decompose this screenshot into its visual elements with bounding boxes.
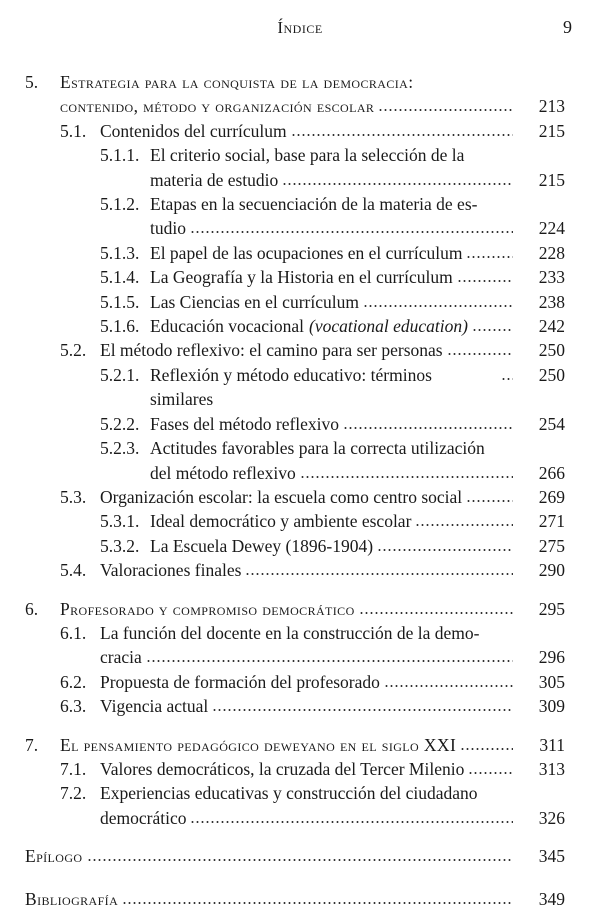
toc-entry-title: Educación vocacional <box>150 316 305 337</box>
toc-entry-title: Profesorado y compromiso democrático <box>60 598 355 619</box>
dot-leader <box>87 854 514 862</box>
toc-entry <box>0 534 600 558</box>
toc-entry-title: Experiencias educativas y construcción del ciudadano <box>100 783 478 804</box>
toc-entry-title: Epílogo <box>25 846 83 867</box>
toc-entry-number: 7.2. <box>60 783 87 804</box>
toc-entry-number: 5.1.5. <box>100 291 140 312</box>
toc-entry-title: Organización escolar: la escuela como centro social <box>100 486 463 507</box>
dot-leader <box>377 544 513 552</box>
toc-entry-number: 5.2.1. <box>100 364 140 385</box>
dot-leader <box>245 568 513 576</box>
toc-entry-number: 5. <box>25 72 39 92</box>
dot-leader <box>466 495 513 503</box>
toc-entry-number: 5.1. <box>60 120 87 141</box>
dot-leader <box>468 767 513 775</box>
table-of-contents <box>0 70 600 911</box>
toc-entry-page: 326 <box>538 807 565 828</box>
toc-entry-page: 254 <box>538 413 565 434</box>
toc-entry-number: 6.1. <box>60 622 87 643</box>
dot-leader <box>472 324 513 332</box>
dot-leader <box>122 897 513 905</box>
toc-entry <box>0 597 600 621</box>
toc-entry-page: 242 <box>538 316 565 337</box>
toc-entry <box>0 485 600 509</box>
toc-entry-number: 5.2.2. <box>100 413 140 434</box>
toc-entry <box>0 670 600 694</box>
toc-entry-title: cracia <box>100 647 142 668</box>
toc-entry <box>0 119 600 143</box>
toc-entry-title: La Escuela Dewey (1896-1904) <box>150 535 374 556</box>
toc-entry-page: 228 <box>538 242 565 263</box>
toc-entry <box>0 338 600 362</box>
toc-entry-page: 296 <box>538 647 565 668</box>
toc-entry <box>0 757 600 781</box>
dot-leader <box>282 178 513 186</box>
toc-entry-page: 269 <box>538 486 565 507</box>
toc-entry <box>0 621 600 670</box>
toc-entry <box>0 733 600 757</box>
toc-entry <box>0 412 600 436</box>
toc-entry-number: 5.1.6. <box>100 316 140 337</box>
toc-entry-title: El papel de las ocupaciones en el currículum <box>150 242 463 263</box>
toc-entry-page: 213 <box>538 96 565 117</box>
toc-entry <box>0 694 600 718</box>
toc-entry-title: contenido, método y organización escolar <box>60 96 375 117</box>
dot-leader <box>378 104 513 112</box>
toc-entry-title: El criterio social, base para la selección de la <box>150 145 465 166</box>
toc-entry-title: democrático <box>100 807 187 828</box>
toc-entry-title-italic: (vocational education) <box>309 316 468 337</box>
toc-entry <box>0 509 600 533</box>
toc-entry-title: Propuesta de formación del profesorado <box>100 671 380 692</box>
toc-entry-page: 349 <box>538 888 565 909</box>
toc-entry-number: 5.2.3. <box>100 438 140 459</box>
toc-entry-page: 233 <box>538 267 565 288</box>
dot-leader <box>415 519 513 527</box>
toc-entry-number: 5.2. <box>60 340 87 361</box>
toc-entry <box>0 192 600 241</box>
toc-entry-title: Etapas en la secuenciación de la materia de es- <box>150 194 478 215</box>
toc-entry-page: 215 <box>538 169 565 190</box>
toc-entry-page: 290 <box>538 560 565 581</box>
toc-entry-number: 5.1.2. <box>100 194 140 215</box>
toc-entry <box>0 887 600 911</box>
toc-entry-title: Las Ciencias en el currículum <box>150 291 359 312</box>
toc-entry <box>0 70 600 119</box>
toc-entry-title: La Geografía y la Historia en el currículum <box>150 267 453 288</box>
toc-entry-number: 6. <box>25 598 39 619</box>
dot-leader <box>501 373 513 381</box>
dot-leader <box>146 655 513 663</box>
toc-entry <box>0 241 600 265</box>
toc-entry-title: tudio <box>150 218 186 239</box>
dot-leader <box>363 300 513 308</box>
dot-leader <box>190 816 513 824</box>
dot-leader <box>291 129 513 137</box>
toc-entry-title: materia de estudio <box>150 169 279 190</box>
toc-entry <box>0 844 600 868</box>
running-header-title: Índice <box>277 18 323 37</box>
toc-entry-number: 6.2. <box>60 671 87 692</box>
dot-leader <box>457 275 513 283</box>
dot-leader <box>460 743 513 751</box>
toc-entry-title: Valores democráticos, la cruzada del Tercer Milenio <box>100 758 465 779</box>
toc-entry-page: 313 <box>538 758 565 779</box>
dot-leader <box>343 422 513 430</box>
toc-entry-page: 250 <box>538 340 565 361</box>
toc-entry-title: del método reflexivo <box>150 462 296 483</box>
toc-entry-title: El método reflexivo: el camino para ser personas <box>100 340 443 361</box>
dot-leader <box>447 348 513 356</box>
toc-entry-number: 7. <box>25 734 39 755</box>
toc-entry-title: Valoraciones finales <box>100 560 242 581</box>
toc-entry-title: Reflexión y método educativo: términos similares <box>150 364 432 410</box>
toc-entry <box>0 781 600 830</box>
toc-entry-number: 5.3.2. <box>100 535 140 556</box>
toc-entry-number: 5.3. <box>60 486 87 507</box>
toc-entry-title: Ideal democrático y ambiente escolar <box>150 511 412 532</box>
toc-entry-title: La función del docente en la construcción de la demo- <box>100 622 480 643</box>
toc-entry <box>0 436 600 485</box>
toc-entry-number: 7.1. <box>60 758 87 779</box>
toc-entry-title: Vigencia actual <box>100 696 209 717</box>
toc-entry-number: 6.3. <box>60 696 87 717</box>
toc-entry-page: 345 <box>538 846 565 867</box>
toc-entry-title: Fases del método reflexivo <box>150 413 340 434</box>
toc-entry-title: Actitudes favorables para la correcta utilización <box>150 438 485 459</box>
toc-entry-page: 215 <box>538 120 565 141</box>
dot-leader <box>300 471 513 479</box>
dot-leader <box>466 251 513 259</box>
toc-entry-title: El pensamiento pedagógico deweyano en el siglo XXI <box>60 734 457 755</box>
toc-entry-title: Bibliografía <box>25 888 119 909</box>
toc-entry-page: 224 <box>538 218 565 239</box>
toc-entry <box>0 143 600 192</box>
toc-entry-page: 238 <box>538 291 565 312</box>
toc-entry-number: 5.1.3. <box>100 242 140 263</box>
toc-entry-number: 5.3.1. <box>100 511 140 532</box>
dot-leader <box>359 607 513 615</box>
toc-entry <box>0 265 600 289</box>
toc-entry <box>0 314 600 338</box>
toc-entry-title: Estrategia para la conquista de la democracia: <box>60 72 414 92</box>
toc-entry-page: 311 <box>539 734 565 755</box>
toc-entry-title: Contenidos del currículum <box>100 120 287 141</box>
toc-entry-number: 5.1.1. <box>100 145 140 166</box>
toc-entry-number: 5.4. <box>60 560 87 581</box>
dot-leader <box>212 704 513 712</box>
page-number: 9 <box>563 17 572 37</box>
dot-leader <box>190 226 513 234</box>
toc-entry <box>0 363 600 412</box>
dot-leader <box>384 680 513 688</box>
toc-entry-page: 309 <box>538 696 565 717</box>
toc-entry-page: 275 <box>538 535 565 556</box>
toc-entry-page: 305 <box>538 671 565 692</box>
toc-entry-page: 266 <box>538 462 565 483</box>
toc-entry-page: 271 <box>538 511 565 532</box>
toc-entry-number: 5.1.4. <box>100 267 140 288</box>
toc-entry-page: 295 <box>538 598 565 619</box>
toc-entry <box>0 290 600 314</box>
toc-entry-page: 250 <box>538 364 565 385</box>
toc-entry <box>0 558 600 582</box>
